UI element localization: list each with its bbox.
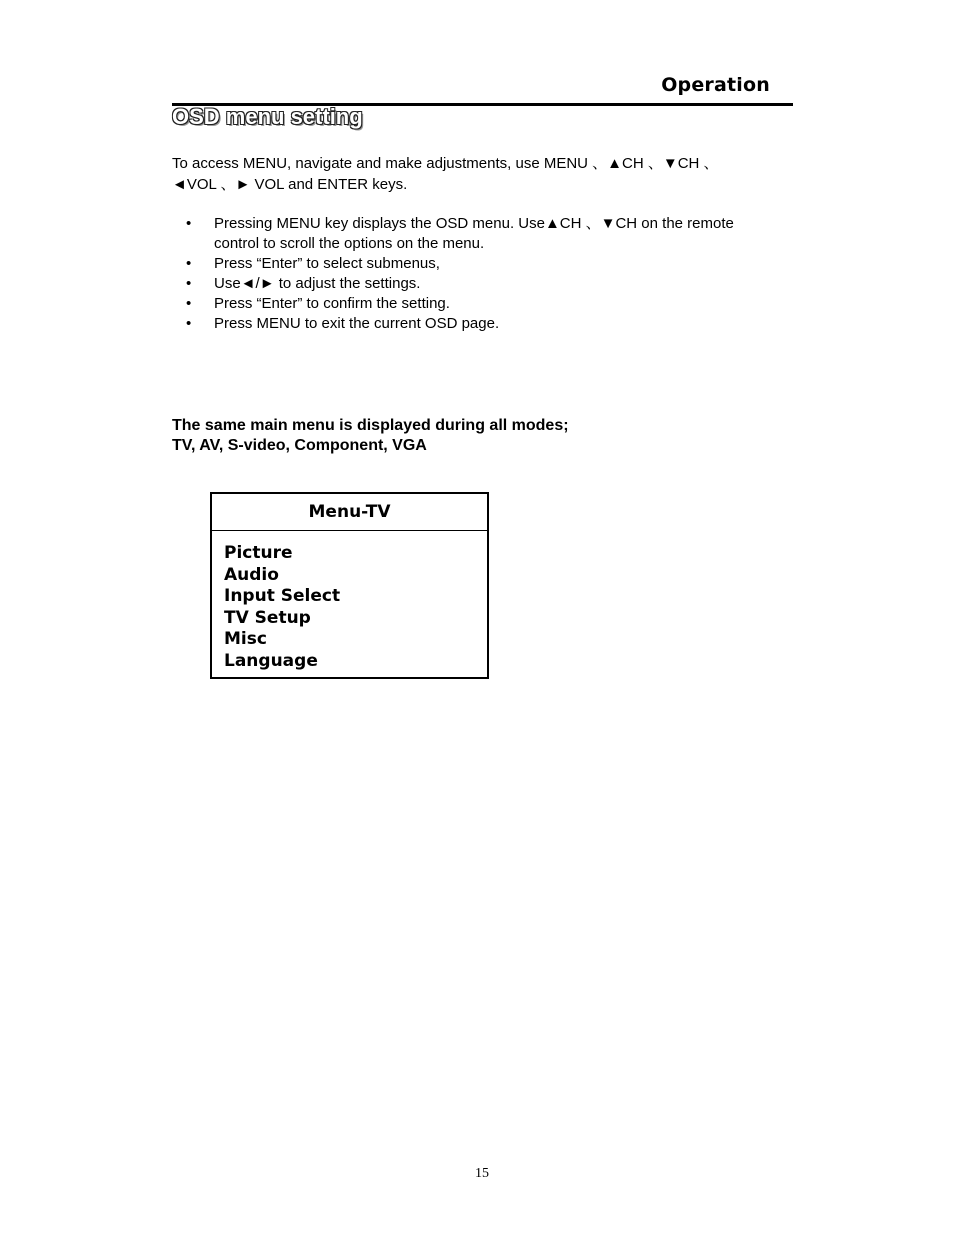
osd-menu-title: Menu-TV <box>212 494 487 531</box>
osd-menu-illustration <box>210 492 489 679</box>
osd-menu-item-input-select: Input Select <box>224 586 341 607</box>
list-item <box>172 274 792 294</box>
list-item-text: Use◄/► to adjust the settings. <box>214 275 421 292</box>
modes-note-line-1: The same main menu is displayed during all modes; <box>172 417 569 434</box>
bullet-icon: • <box>186 275 192 292</box>
list-item-text: Pressing MENU key displays the OSD menu. Use▲CH 、▼CH on the remote <box>214 215 734 232</box>
list-item <box>172 254 792 274</box>
instruction-list <box>172 214 792 334</box>
list-item-text: Press “Enter” to confirm the setting. <box>214 295 450 312</box>
list-item <box>172 314 792 334</box>
modes-note-line-2: TV, AV, S-video, Component, VGA <box>172 437 427 454</box>
osd-menu-item-tv-setup: TV Setup <box>224 607 311 628</box>
list-item <box>172 214 792 254</box>
list-item-text: Press “Enter” to select submenus, <box>214 255 440 272</box>
osd-menu-item-audio: Audio <box>224 564 279 585</box>
intro-paragraph <box>172 153 772 195</box>
bullet-icon: • <box>186 295 192 312</box>
list-item <box>172 294 792 314</box>
intro-line-2: ◄VOL 、► VOL and ENTER keys. <box>172 176 408 193</box>
section-label: Operation <box>661 74 770 96</box>
bullet-icon: • <box>186 315 192 332</box>
osd-menu-list <box>212 531 487 673</box>
modes-note <box>172 416 569 456</box>
list-item-text: Press MENU to exit the current OSD page. <box>214 315 500 332</box>
osd-menu-item-misc: Misc <box>224 629 267 650</box>
bullet-icon: • <box>186 255 192 272</box>
intro-line-1: To access MENU, navigate and make adjustments, use MENU 、▲CH 、▼CH 、 <box>172 155 719 172</box>
list-item-text: control to scroll the options on the menu. <box>214 235 485 252</box>
bullet-icon: • <box>186 215 192 232</box>
page-title: OSD menu setting <box>172 104 363 129</box>
page-number: 15 <box>475 1166 489 1181</box>
osd-menu-item-language: Language <box>224 650 318 671</box>
osd-menu-item-picture: Picture <box>224 543 293 563</box>
